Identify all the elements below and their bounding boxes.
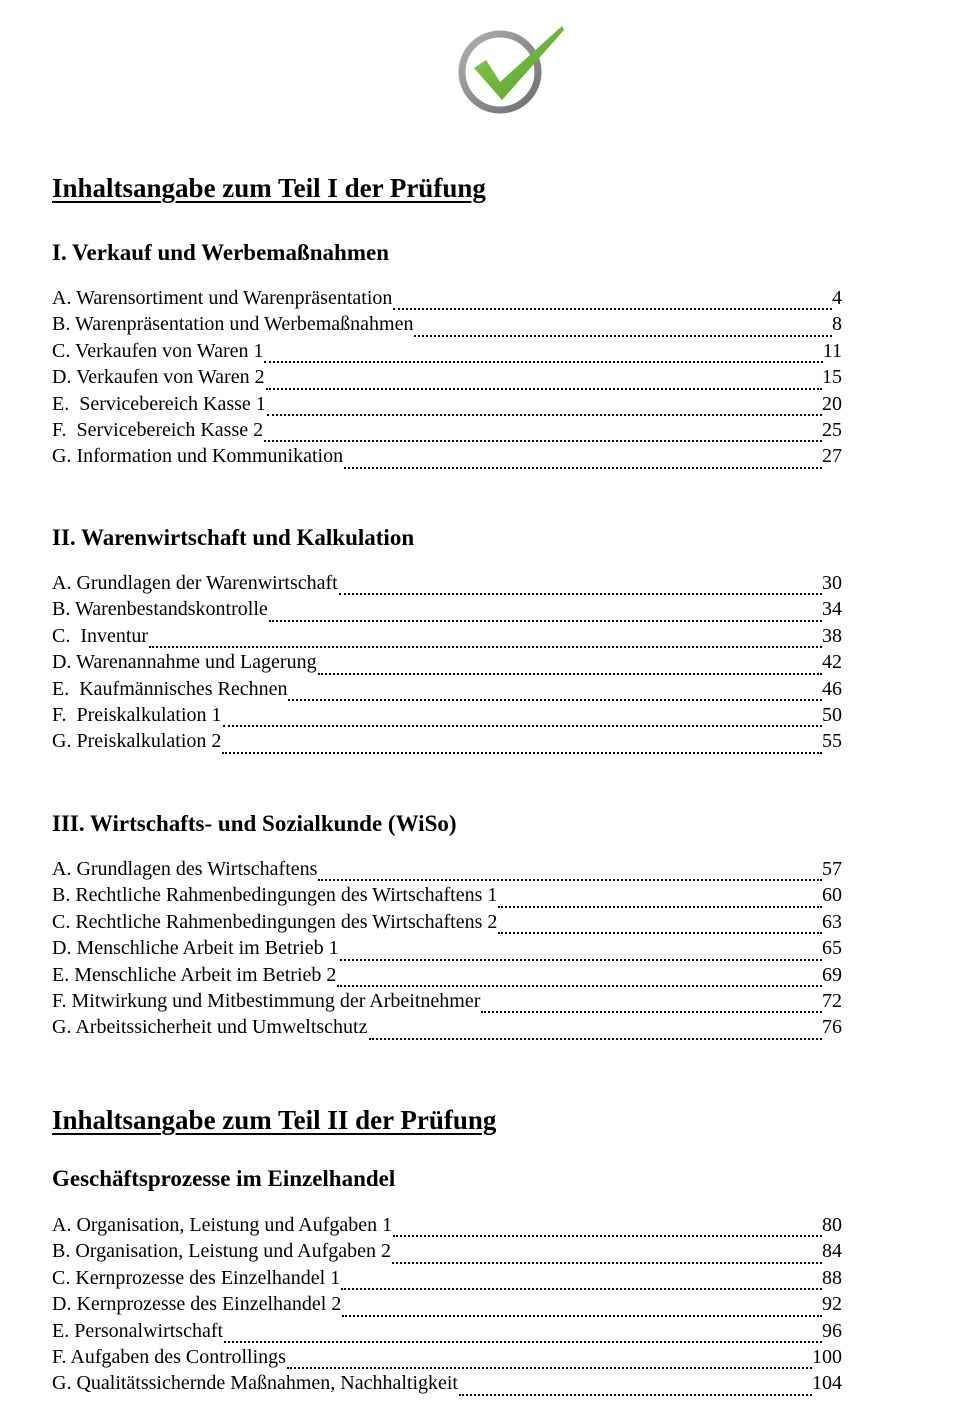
toc-entry-page: 46 bbox=[822, 677, 842, 700]
toc-entry-label: G. Preiskalkulation 2 bbox=[52, 730, 222, 753]
dot-leader bbox=[267, 413, 822, 416]
toc-entry-label: D. Warenannahme und Lagerung bbox=[52, 651, 317, 674]
dot-leader bbox=[318, 672, 822, 675]
dot-leader bbox=[149, 645, 822, 648]
toc-entry-page: 55 bbox=[822, 730, 842, 753]
toc-entry[interactable] bbox=[52, 364, 842, 390]
toc-entry[interactable] bbox=[52, 676, 842, 702]
toc-entry-page: 57 bbox=[822, 858, 842, 880]
dot-leader bbox=[392, 1261, 822, 1264]
toc-entry[interactable] bbox=[52, 391, 842, 417]
toc-entry-label: G. Qualitätssichernde Maßnahmen, Nachhaltigkeit bbox=[52, 1372, 458, 1395]
toc-entry[interactable] bbox=[52, 311, 842, 337]
section-3-list bbox=[52, 856, 842, 1041]
section-4-list bbox=[52, 1212, 842, 1397]
toc-entry-page: 4 bbox=[832, 287, 842, 309]
dot-leader bbox=[393, 1234, 822, 1237]
toc-entry-page: 96 bbox=[822, 1319, 842, 1342]
section-1-title: I. Verkauf und Werbemaßnahmen bbox=[52, 240, 389, 265]
dot-leader bbox=[344, 466, 822, 469]
toc-entry[interactable] bbox=[52, 285, 842, 311]
toc-entry[interactable] bbox=[52, 338, 842, 364]
dot-leader bbox=[339, 592, 822, 595]
toc-entry[interactable] bbox=[52, 702, 842, 728]
section-3-title: III. Wirtschafts- und Sozialkunde (WiSo) bbox=[52, 811, 457, 836]
part2-title: Inhaltsangabe zum Teil II der Prüfung bbox=[52, 1105, 497, 1135]
toc-entry-label: A. Grundlagen des Wirtschaftens bbox=[52, 858, 318, 880]
dot-leader bbox=[222, 751, 822, 754]
toc-entry[interactable] bbox=[52, 417, 842, 443]
dot-leader bbox=[269, 619, 822, 622]
toc-entry-page: 60 bbox=[822, 884, 842, 907]
checkmark-circle-icon bbox=[456, 24, 568, 116]
toc-entry-label: B. Warenpräsentation und Werbemaßnahmen bbox=[52, 313, 414, 336]
toc-entry-page: 20 bbox=[822, 392, 842, 415]
toc-entry-label: E. Personalwirtschaft bbox=[52, 1319, 224, 1342]
toc-entry-page: 15 bbox=[822, 366, 842, 389]
toc-entry-page: 11 bbox=[822, 339, 842, 362]
toc-entry-page: 34 bbox=[822, 598, 842, 621]
toc-entry-page: 27 bbox=[822, 445, 842, 468]
dot-leader bbox=[288, 698, 822, 701]
toc-entry-label: F. Preiskalkulation 1 bbox=[52, 703, 222, 726]
toc-entry[interactable] bbox=[52, 1344, 842, 1370]
toc-entry[interactable] bbox=[52, 443, 842, 469]
dot-leader bbox=[459, 1393, 812, 1396]
toc-entry[interactable] bbox=[52, 649, 842, 675]
toc-entry-page: 88 bbox=[822, 1266, 842, 1289]
dot-leader bbox=[340, 958, 822, 961]
toc-entry-label: A. Warensortiment und Warenpräsentation bbox=[52, 287, 393, 309]
toc-entry-page: 65 bbox=[822, 937, 842, 960]
toc-entry-label: F. Aufgaben des Controllings bbox=[52, 1345, 286, 1368]
toc-entry[interactable] bbox=[52, 623, 842, 649]
toc-entry-label: G. Information und Kommunikation bbox=[52, 445, 344, 468]
dot-leader bbox=[266, 387, 822, 390]
dot-leader bbox=[224, 1340, 822, 1343]
toc-entry-page: 69 bbox=[822, 963, 842, 986]
dot-leader bbox=[337, 984, 822, 987]
toc-entry-label: D. Verkaufen von Waren 2 bbox=[52, 366, 265, 389]
toc-entry-page: 80 bbox=[822, 1214, 842, 1236]
dot-leader bbox=[369, 1037, 823, 1040]
dot-leader bbox=[287, 1366, 812, 1369]
toc-entry-page: 63 bbox=[822, 910, 842, 933]
toc-entry-label: D. Menschliche Arbeit im Betrieb 1 bbox=[52, 937, 339, 960]
toc-entry[interactable] bbox=[52, 1014, 842, 1040]
toc-entry-label: E. Menschliche Arbeit im Betrieb 2 bbox=[52, 963, 337, 986]
dot-leader bbox=[414, 334, 832, 337]
toc-entry-page: 72 bbox=[822, 989, 842, 1012]
dot-leader bbox=[223, 724, 822, 727]
toc-entry-page: 25 bbox=[822, 418, 842, 441]
part1-title: Inhaltsangabe zum Teil I der Prüfung bbox=[52, 173, 486, 203]
toc-entry-label: C. Inventur bbox=[52, 624, 149, 647]
toc-entry-label: B. Warenbestandskontrolle bbox=[52, 598, 268, 621]
toc-entry[interactable] bbox=[52, 988, 842, 1014]
toc-entry-label: B. Rechtliche Rahmenbedingungen des Wirtschaftens 1 bbox=[52, 884, 498, 907]
toc-entry-page: 92 bbox=[822, 1293, 842, 1316]
toc-entry[interactable] bbox=[52, 1370, 842, 1396]
dot-leader bbox=[498, 931, 822, 934]
toc-entry[interactable] bbox=[52, 728, 842, 754]
toc-entry[interactable] bbox=[52, 856, 842, 882]
dot-leader bbox=[498, 905, 822, 908]
toc-entry-label: F. Servicebereich Kasse 2 bbox=[52, 418, 264, 441]
toc-entry-page: 38 bbox=[822, 624, 842, 647]
toc-entry-page: 104 bbox=[812, 1372, 842, 1395]
toc-entry-page: 100 bbox=[812, 1345, 842, 1368]
toc-entry-page: 30 bbox=[822, 572, 842, 594]
toc-entry-label: A. Organisation, Leistung und Aufgaben 1 bbox=[52, 1214, 393, 1236]
toc-entry-label: E. Kaufmännisches Rechnen bbox=[52, 677, 288, 700]
toc-entry-label: B. Organisation, Leistung und Aufgaben 2 bbox=[52, 1240, 392, 1263]
toc-entry-label: C. Rechtliche Rahmenbedingungen des Wirtschaftens 2 bbox=[52, 910, 498, 933]
dot-leader bbox=[341, 1287, 822, 1290]
dot-leader bbox=[393, 307, 832, 310]
toc-entry[interactable] bbox=[52, 1212, 842, 1238]
section-2-title: II. Warenwirtschaft und Kalkulation bbox=[52, 525, 415, 550]
toc-entry[interactable] bbox=[52, 962, 842, 988]
dot-leader bbox=[264, 439, 822, 442]
dot-leader bbox=[264, 360, 822, 363]
toc-entry[interactable] bbox=[52, 909, 842, 935]
toc-entry-label: A. Grundlagen der Warenwirtschaft bbox=[52, 572, 338, 594]
toc-entry[interactable] bbox=[52, 1291, 842, 1317]
toc-entry[interactable] bbox=[52, 1238, 842, 1264]
toc-entry-label: C. Kernprozesse des Einzelhandel 1 bbox=[52, 1266, 341, 1289]
dot-leader bbox=[318, 878, 822, 881]
toc-entry-page: 50 bbox=[822, 703, 842, 726]
toc-entry-label: D. Kernprozesse des Einzelhandel 2 bbox=[52, 1293, 342, 1316]
section-1-list bbox=[52, 285, 842, 470]
section-2-list bbox=[52, 570, 842, 755]
toc-entry[interactable] bbox=[52, 596, 842, 622]
toc-entry[interactable] bbox=[52, 935, 842, 961]
toc-entry-label: G. Arbeitssicherheit und Umweltschutz bbox=[52, 1016, 368, 1039]
toc-entry-label: C. Verkaufen von Waren 1 bbox=[52, 339, 264, 362]
toc-entry-label: E. Servicebereich Kasse 1 bbox=[52, 392, 266, 415]
toc-entry-page: 42 bbox=[822, 651, 842, 674]
toc-entry-page: 8 bbox=[832, 313, 842, 336]
toc-entry-page: 76 bbox=[822, 1016, 842, 1039]
toc-entry[interactable] bbox=[52, 1318, 842, 1344]
toc-entry[interactable] bbox=[52, 570, 842, 596]
toc-entry-label: F. Mitwirkung und Mitbestimmung der Arbeitnehmer bbox=[52, 989, 481, 1012]
toc-entry[interactable] bbox=[52, 882, 842, 908]
toc-entry[interactable] bbox=[52, 1265, 842, 1291]
dot-leader bbox=[342, 1314, 822, 1317]
section-4-title: Geschäftsprozesse im Einzelhandel bbox=[52, 1166, 396, 1191]
toc-entry-page: 84 bbox=[822, 1240, 842, 1263]
dot-leader bbox=[481, 1010, 822, 1013]
